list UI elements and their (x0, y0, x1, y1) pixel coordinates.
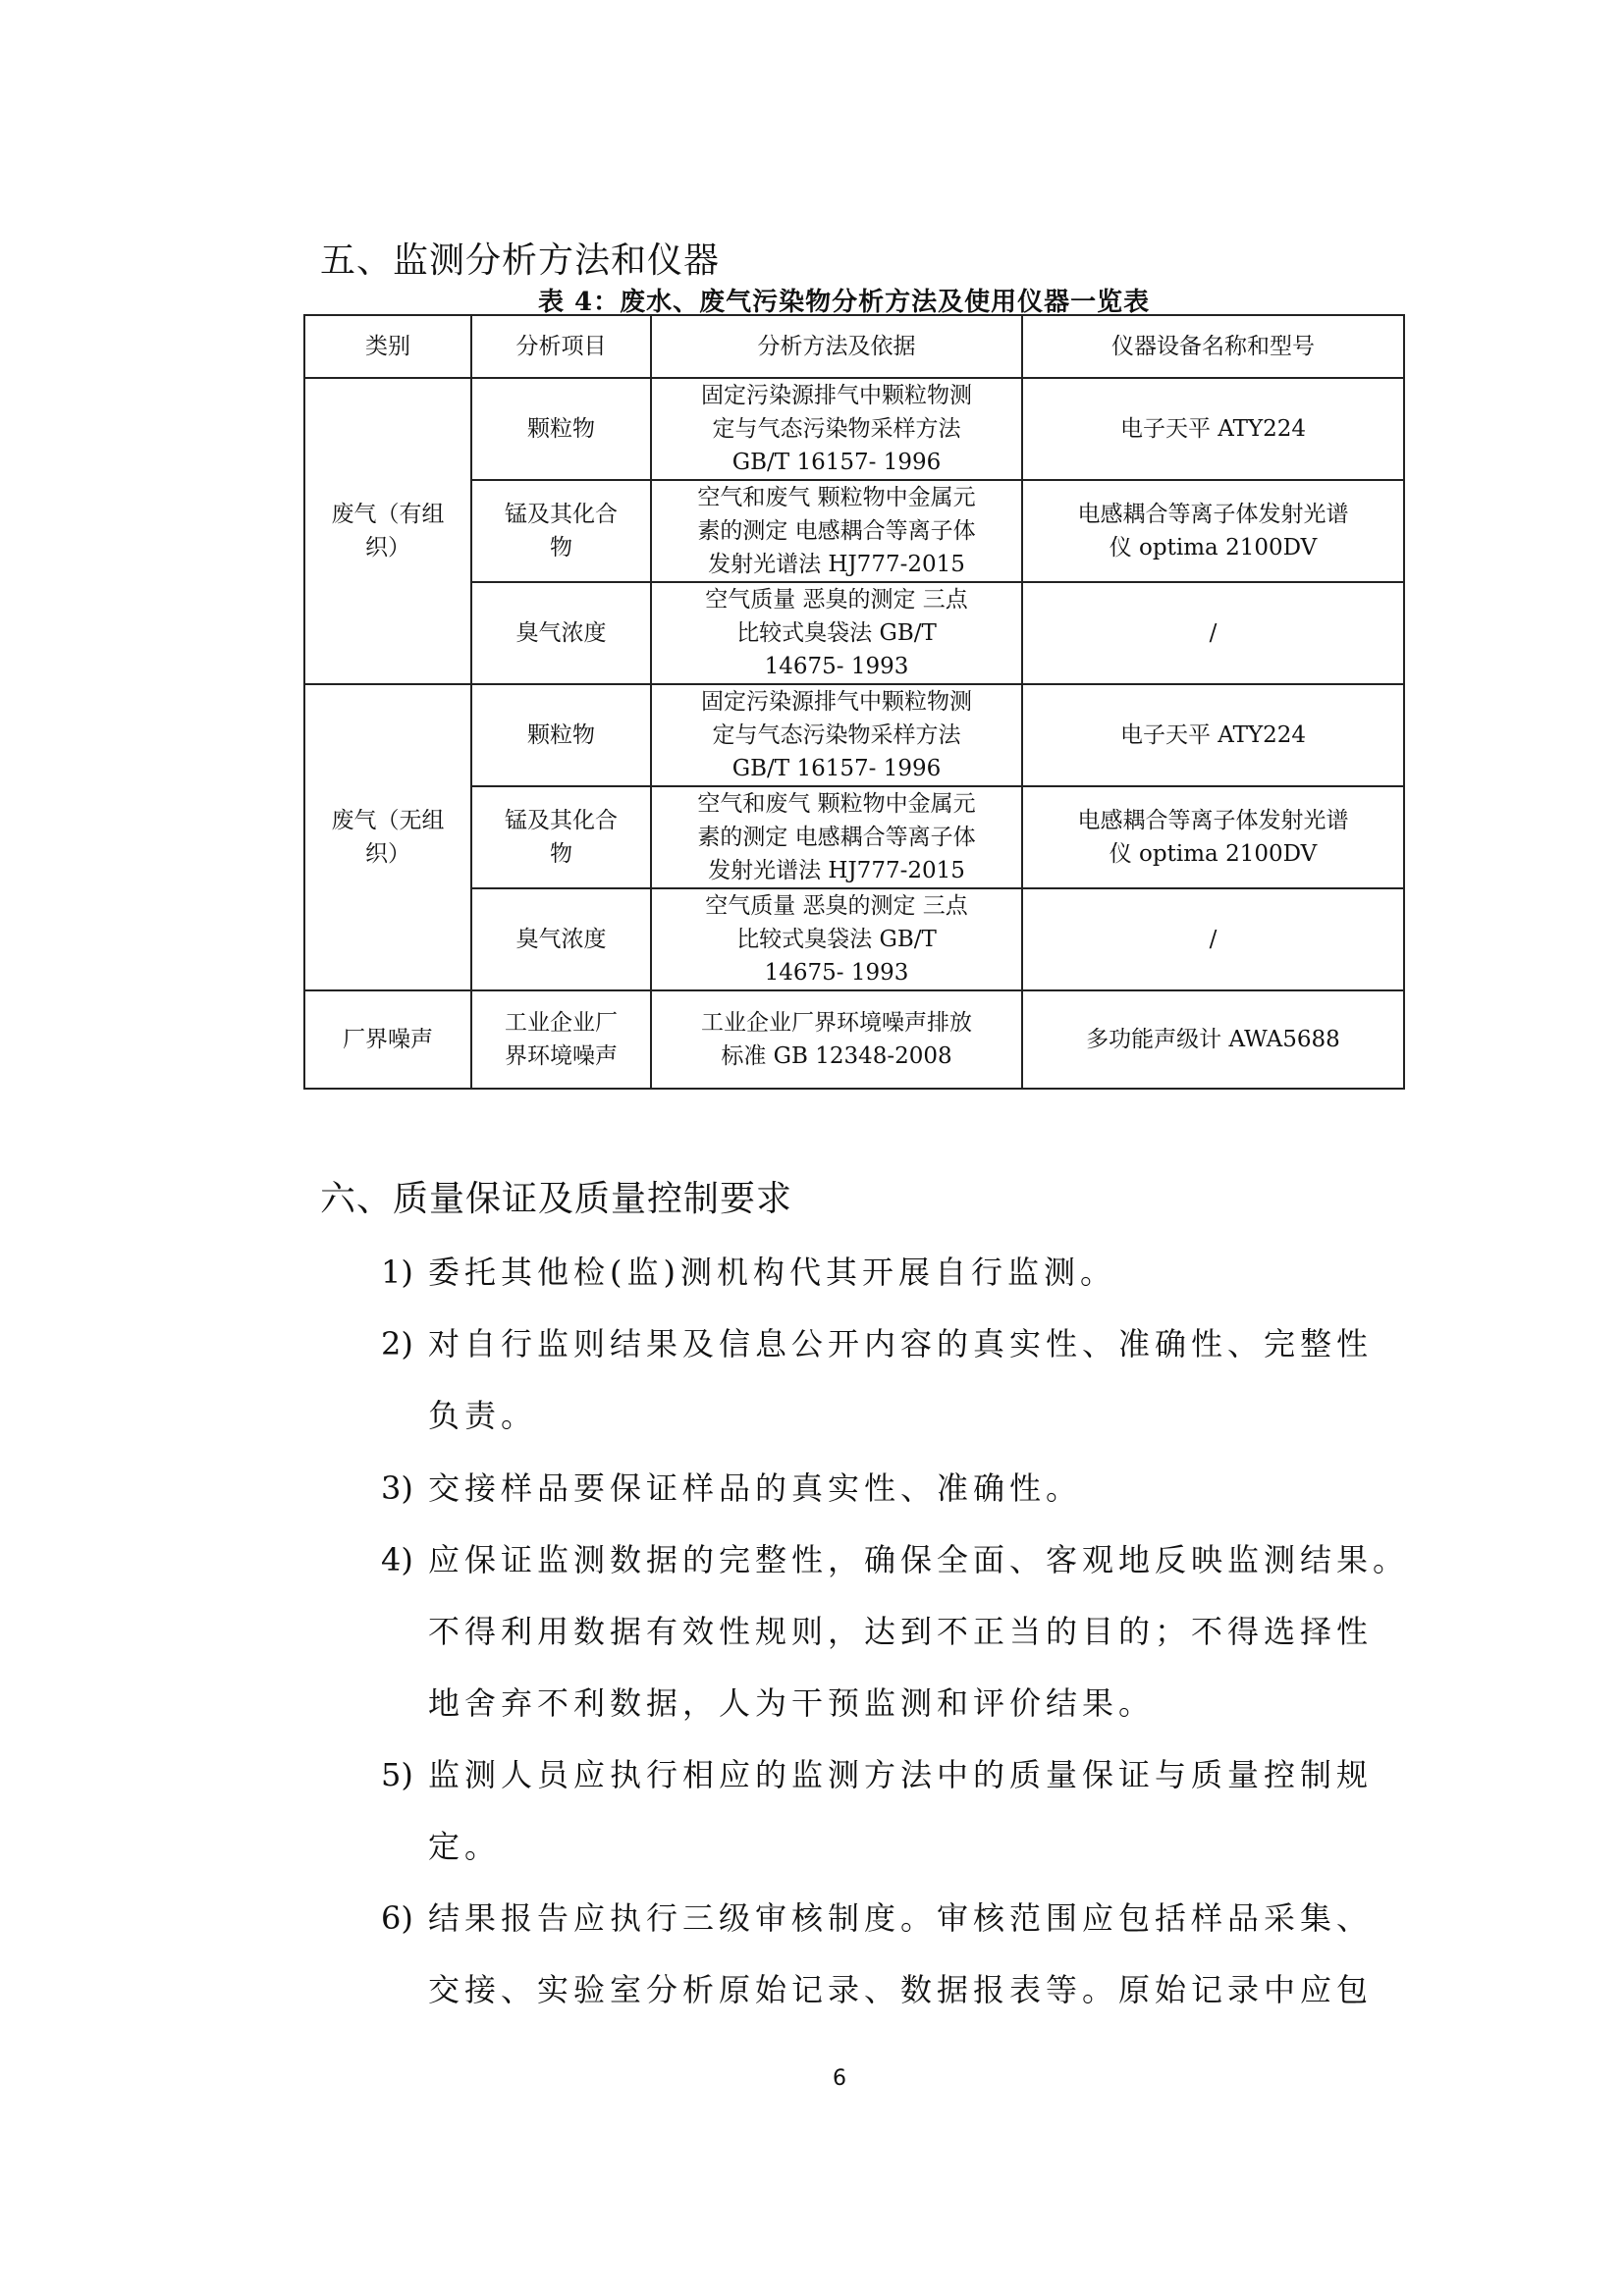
header-item: 分析项目 (471, 315, 651, 378)
section-6-title: 六、质量保证及质量控制要求 (320, 1179, 793, 1219)
table-row (304, 990, 1404, 1089)
item-line: 臭气浓度 (515, 620, 607, 646)
category-line: 废气（有组 (331, 502, 445, 527)
qc-item-text: 对自行监则结果及信息公开内容的真实性、准确性、完整性 (428, 1325, 1374, 1362)
qc-item-number: 2) (381, 1325, 413, 1362)
method-line: 空气质量 恶臭的测定 三点 (705, 587, 968, 613)
qc-item-text: 应保证监测数据的完整性，确保全面、客观地反映监测结果。 (428, 1541, 1410, 1578)
item-line: 颗粒物 (527, 722, 595, 748)
header-method: 分析方法及依据 (651, 315, 1022, 378)
qc-item-text: 不得利用数据有效性规则，达到不正当的目的；不得选择性 (428, 1613, 1374, 1650)
item-line: 物 (550, 841, 572, 867)
qc-item-number: 1) (381, 1254, 413, 1291)
item-line: 锰及其化合 (505, 808, 618, 833)
instrument-line: 仪 optima 2100DV (1109, 535, 1318, 561)
category-line: 织） (365, 535, 410, 561)
item-cell (471, 378, 651, 480)
methods-instruments-table (303, 314, 1405, 1090)
method-line: 空气质量 恶臭的测定 三点 (705, 893, 968, 919)
qc-item-text: 委托其他检(监)测机构代其开展自行监测。 (428, 1254, 1116, 1291)
item-line: 工业企业厂 (505, 1010, 618, 1036)
method-cell (651, 684, 1022, 786)
instrument-cell (1022, 378, 1404, 480)
item-line: 锰及其化合 (505, 502, 618, 527)
item-cell (471, 990, 651, 1089)
category-cell (304, 684, 471, 990)
method-line: 定与气态污染物采样方法 (712, 416, 961, 442)
method-cell (651, 888, 1022, 990)
qc-item-text: 结果报告应执行三级审核制度。审核范围应包括样品采集、 (428, 1899, 1374, 1937)
qc-item-text: 交接、实验室分析原始记录、数据报表等。原始记录中应包 (428, 1971, 1374, 2008)
item-cell (471, 480, 651, 582)
item-cell (471, 888, 651, 990)
section-5-title: 五、监测分析方法和仪器 (320, 240, 721, 281)
category-cell (304, 990, 471, 1089)
instrument-line: 电子天平 ATY224 (1119, 416, 1307, 442)
instrument-cell (1022, 684, 1404, 786)
qc-item-5 (381, 1739, 1373, 1883)
item-cell (471, 786, 651, 888)
qc-item-1 (381, 1237, 1116, 1308)
qc-item-4 (381, 1524, 1409, 1739)
category-line: 厂界噪声 (343, 1027, 433, 1052)
method-line: GB/T 16157- 1996 (731, 450, 942, 475)
instrument-line: 电感耦合等离子体发射光谱 (1077, 808, 1349, 833)
table-row (304, 378, 1404, 480)
method-line: 14675- 1993 (764, 654, 909, 679)
method-line: 标准 GB 12348-2008 (721, 1043, 952, 1069)
table-header-row (304, 315, 1404, 378)
item-cell (471, 684, 651, 786)
item-line: 臭气浓度 (515, 927, 607, 952)
method-cell (651, 480, 1022, 582)
qc-item-text: 负责。 (428, 1397, 538, 1434)
qc-item-number: 3) (381, 1469, 413, 1507)
qc-item-text: 定。 (428, 1828, 502, 1865)
instrument-line: / (1209, 927, 1218, 952)
qc-item-number: 5) (381, 1756, 413, 1793)
header-category: 类别 (304, 315, 471, 378)
method-line: 比较式臭袋法 GB/T (736, 620, 937, 646)
header-instrument: 仪器设备名称和型号 (1022, 315, 1404, 378)
item-line: 物 (550, 535, 572, 561)
method-line: 比较式臭袋法 GB/T (736, 927, 937, 952)
page-number: 6 (833, 2066, 846, 2091)
table-row (304, 684, 1404, 786)
method-line: 发射光谱法 HJ777-2015 (708, 552, 965, 577)
instrument-cell (1022, 480, 1404, 582)
method-line: 空气和废气 颗粒物中金属元 (697, 791, 976, 817)
instrument-line: 仪 optima 2100DV (1109, 841, 1318, 867)
method-line: 固定污染源排气中颗粒物测 (701, 383, 972, 408)
instrument-cell (1022, 990, 1404, 1089)
instrument-cell (1022, 888, 1404, 990)
item-line: 界环境噪声 (505, 1043, 618, 1069)
method-line: 固定污染源排气中颗粒物测 (701, 689, 972, 715)
method-line: GB/T 16157- 1996 (731, 756, 942, 781)
method-cell (651, 990, 1022, 1089)
instrument-cell (1022, 582, 1404, 684)
item-cell (471, 582, 651, 684)
table-4-caption: 表 4：废水、废气污染物分析方法及使用仪器一览表 (538, 288, 1151, 317)
instrument-line: / (1209, 620, 1218, 646)
method-line: 素的测定 电感耦合等离子体 (697, 825, 976, 850)
qc-item-text: 监测人员应执行相应的监测方法中的质量保证与质量控制规 (428, 1756, 1374, 1793)
instrument-cell (1022, 786, 1404, 888)
instrument-line: 多功能声级计 AWA5688 (1086, 1027, 1340, 1052)
method-cell (651, 786, 1022, 888)
category-line: 废气（无组 (331, 808, 445, 833)
method-cell (651, 378, 1022, 480)
instrument-line: 电感耦合等离子体发射光谱 (1077, 502, 1349, 527)
method-line: 素的测定 电感耦合等离子体 (697, 518, 976, 544)
category-cell (304, 378, 471, 684)
qc-item-text: 地舍弃不利数据，人为干预监测和评价结果。 (428, 1684, 1156, 1722)
qc-item-6 (381, 1883, 1373, 2026)
method-line: 空气和废气 颗粒物中金属元 (697, 485, 976, 510)
qc-item-number: 4) (381, 1541, 413, 1578)
method-cell (651, 582, 1022, 684)
qc-item-3 (381, 1453, 1082, 1524)
item-line: 颗粒物 (527, 416, 595, 442)
instrument-line: 电子天平 ATY224 (1119, 722, 1307, 748)
category-line: 织） (365, 841, 410, 867)
method-line: 定与气态污染物采样方法 (712, 722, 961, 748)
qc-item-number: 6) (381, 1899, 413, 1937)
qc-item-text: 交接样品要保证样品的真实性、准确性。 (428, 1469, 1083, 1507)
method-line: 发射光谱法 HJ777-2015 (708, 858, 965, 883)
method-line: 14675- 1993 (764, 960, 909, 986)
method-line: 工业企业厂界环境噪声排放 (701, 1010, 972, 1036)
qc-item-2 (381, 1308, 1373, 1452)
